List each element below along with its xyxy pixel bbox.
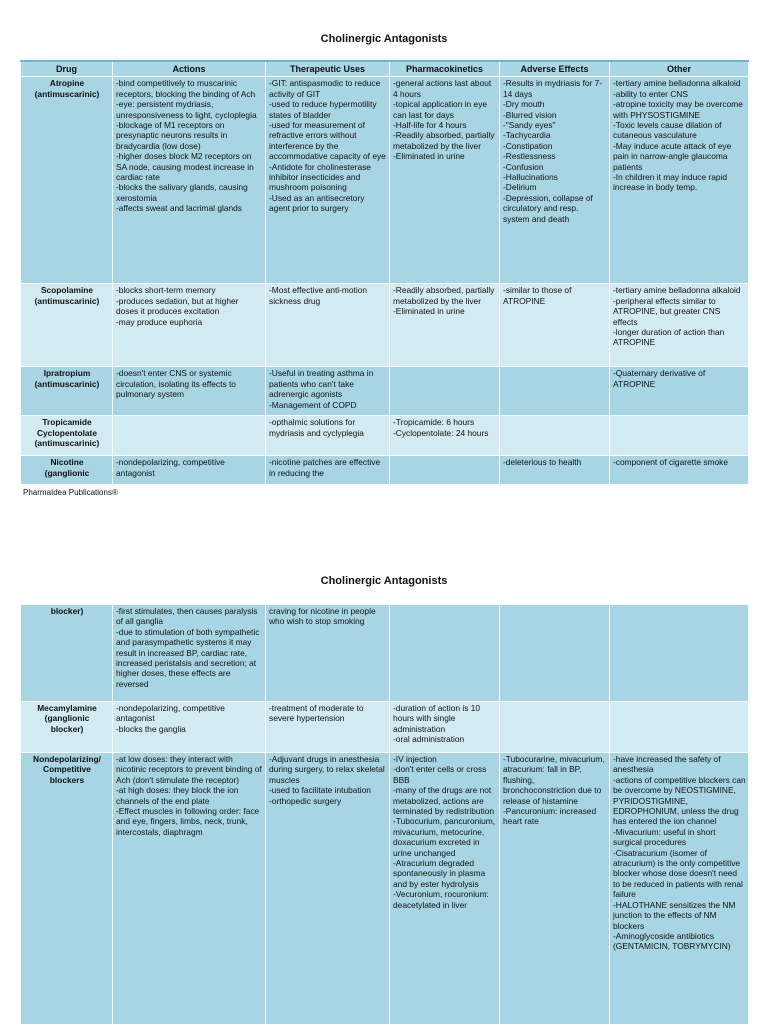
therapeutic-uses-cell bbox=[266, 456, 390, 485]
cell-text-line: -atropine toxicity may be overcome with PHYSOSTIGMINE bbox=[613, 99, 743, 120]
cell-text-line: -"Sandy eyes" bbox=[503, 120, 556, 131]
cell-text-line: -Results in mydriasis for 7-14 days bbox=[503, 78, 603, 99]
drug-name-cell bbox=[21, 456, 113, 485]
header-pharmacokinetics: Pharmacokinetics bbox=[390, 61, 500, 77]
table-row bbox=[21, 753, 749, 1025]
actions-cell bbox=[113, 367, 266, 416]
cell-text-line: -blocks short-term memory bbox=[116, 285, 216, 296]
cell-text-line: -similar to those of ATROPINE bbox=[503, 285, 572, 306]
cell-text-line: -Half-life for 4 hours bbox=[393, 120, 467, 131]
pharmacokinetics-cell bbox=[390, 367, 500, 416]
cell-text-line: -Delirium bbox=[503, 182, 537, 193]
cell-text-line: blockers bbox=[49, 774, 85, 785]
cell-text-line: -oral administration bbox=[393, 734, 465, 745]
cell-text-line: -general actions last about 4 hours bbox=[393, 78, 492, 99]
cell-text-line: -Used as an antisecretory agent prior to surgery bbox=[269, 192, 365, 214]
other-cell bbox=[610, 416, 749, 456]
cell-text-line: Nicotine bbox=[50, 457, 84, 468]
cell-text-line: -orthopedic surgery bbox=[269, 795, 342, 806]
table-row bbox=[21, 77, 749, 284]
cell-text-line: -many of the drugs are not metabolized, actions are terminated by redistribution bbox=[393, 785, 495, 817]
drug-name-cell bbox=[21, 753, 113, 1025]
adverse-effects-cell bbox=[500, 605, 610, 702]
cell-text-line: -nicotine patches are effective in reducing the bbox=[269, 457, 381, 478]
cell-text-line: (antimuscarinic) bbox=[34, 295, 100, 306]
cell-text-line: -Constipation bbox=[503, 140, 553, 151]
cell-text-line: -have increased the safety of anesthesia bbox=[613, 754, 721, 775]
cell-text-line: -Cyclopentolate: 24 hours bbox=[393, 427, 489, 438]
cell-text-line: -blocks the ganglia bbox=[116, 723, 186, 734]
table-row bbox=[21, 367, 749, 416]
cell-text-line: -duration of action is 10 hours with single administration bbox=[393, 703, 481, 734]
pharmacokinetics-cell bbox=[390, 416, 500, 456]
table-row bbox=[21, 702, 749, 753]
cell-text-line: -nondepolarizing, competitive antagonist bbox=[116, 703, 225, 724]
other-cell bbox=[610, 753, 749, 1025]
header-therapeutic-uses: Therapeutic Uses bbox=[266, 61, 390, 77]
cell-text-line: -Depression, collapse of circulatory and resp. system and death bbox=[503, 192, 593, 224]
header-adverse-effects: Adverse Effects bbox=[500, 61, 610, 77]
other-cell bbox=[610, 456, 749, 485]
cell-text-line: -longer duration of action than ATROPINE bbox=[613, 327, 725, 348]
actions-cell bbox=[113, 605, 266, 702]
table-row bbox=[21, 605, 749, 702]
cell-text-line: -may produce euphoria bbox=[116, 316, 203, 327]
cell-text-line: -at low doses: they interact with nicotinic receptors to prevent binding of Ach (don't stimulate the receptor) bbox=[116, 754, 262, 785]
cell-text-line: blocker) bbox=[50, 723, 84, 734]
cell-text-line: -GIT: antispasmodic to reduce activity of GIT bbox=[269, 78, 381, 99]
drug-name-cell bbox=[21, 284, 113, 367]
cell-text-line: -peripheral effects similar to ATROPINE, but greater CNS effects bbox=[613, 295, 721, 327]
table-header-row bbox=[21, 61, 749, 77]
cell-text-line: -Pancuronium: increased heart rate bbox=[503, 806, 597, 827]
cell-text-line: -Toxic levels cause dilation of cutaneous vasculature bbox=[613, 120, 722, 141]
header-drug: Drug bbox=[21, 61, 113, 77]
header-other: Other bbox=[610, 61, 749, 77]
cell-text-line: -Blurred vision bbox=[503, 109, 557, 120]
cell-text-line: -Aminoglycoside antibiotics (GENTAMICIN, TOBRYMYCIN) bbox=[613, 930, 731, 952]
table-row bbox=[21, 456, 749, 485]
cell-text-line: -In children it may induce rapid increase in body temp. bbox=[613, 172, 728, 193]
pharmacokinetics-cell bbox=[390, 702, 500, 753]
cell-text-line: -topical application in eye can last for days bbox=[393, 99, 488, 120]
cell-text-line: -Management of COPD bbox=[269, 399, 357, 410]
cell-text-line: -Useful in treating asthma in patients who can't take adrenergic agonists bbox=[269, 368, 374, 400]
therapeutic-uses-cell bbox=[266, 753, 390, 1025]
therapeutic-uses-cell bbox=[266, 284, 390, 367]
cell-text-line: (antimuscarinic) bbox=[34, 378, 100, 389]
cell-text-line: (ganglionic bbox=[44, 467, 90, 478]
cell-text-line: -used for measurement of refractive errors without interference by the accommodative capacity of eye bbox=[269, 120, 386, 162]
actions-cell bbox=[113, 77, 266, 284]
therapeutic-uses-cell bbox=[266, 605, 390, 702]
cell-text-line: -Tropicamide: 6 hours bbox=[393, 417, 475, 428]
cell-text-line: -eye: persistent mydriasis, unresponsiveness to light, cycloplegia bbox=[116, 99, 257, 120]
cell-text-line: -at high doses: they block the ion channels of the end plate bbox=[116, 785, 239, 806]
actions-cell bbox=[113, 284, 266, 367]
adverse-effects-cell bbox=[500, 702, 610, 753]
cell-text-line: Ipratropium bbox=[43, 368, 91, 379]
cell-text-line: -tertiary amine belladonna alkaloid bbox=[613, 78, 741, 89]
cell-text-line: -don't enter cells or cross BBB bbox=[393, 764, 487, 785]
other-cell bbox=[610, 284, 749, 367]
cell-text-line: -HALOTHANE sensitizes the NM junction to the effects of NM blockers bbox=[613, 899, 736, 931]
adverse-effects-cell bbox=[500, 416, 610, 456]
cell-text-line: Cyclopentolate bbox=[36, 427, 98, 438]
cell-text-line: -Cisatracurium (isomer of atracurium) is the only competitive blocker whose dose doesn't need to be reduced in patients with renal failure bbox=[613, 847, 743, 900]
cell-text-line: -Eliminated in urine bbox=[393, 151, 465, 162]
actions-cell bbox=[113, 753, 266, 1025]
drug-table-page1 bbox=[20, 60, 749, 485]
cell-text-line: -Hallucinations bbox=[503, 172, 558, 183]
cell-text-line: -Atracurium degraded spontaneously in plasma and by ester hydrolysis bbox=[393, 858, 486, 889]
cell-text-line: -due to stimulation of both sympathetic and parasympathetic systems it may result in increased BP, cardiac rate, increased peristalsis and secretion; at higher doses, these effects are reversed bbox=[116, 626, 260, 689]
cell-text-line: -tertiary amine belladonna alkaloid bbox=[613, 285, 741, 296]
other-cell bbox=[610, 367, 749, 416]
adverse-effects-cell bbox=[500, 77, 610, 284]
cell-text-line: -Confusion bbox=[503, 161, 544, 172]
cell-text-line: -bind competitively to muscarinic receptors, blocking the binding of Ach bbox=[116, 78, 256, 99]
cell-text-line: -nondepolarizing, competitive antagonist bbox=[116, 457, 225, 478]
cell-text-line: Mecamylamine bbox=[37, 703, 97, 713]
cell-text-line: -Tubocurarine, mivacurium, atracurium: fall in BP, flushing, bronchoconstriction due to release of histamine bbox=[503, 754, 605, 806]
cell-text-line: -Vecuronium, rocuronium: deacetylated in liver bbox=[393, 889, 489, 910]
other-cell bbox=[610, 702, 749, 753]
pharmacokinetics-cell bbox=[390, 753, 500, 1025]
header-actions: Actions bbox=[113, 61, 266, 77]
cell-text-line: -Antidote for cholinesterase inhibitor insecticides and mushroom poisoning bbox=[269, 161, 371, 193]
cell-text-line: -Readily absorbed, partially metabolized by the liver bbox=[393, 285, 495, 306]
cell-text-line: Tropicamide bbox=[42, 417, 92, 428]
actions-cell bbox=[113, 702, 266, 753]
page-title: Cholinergic Antagonists bbox=[320, 33, 448, 45]
cell-text-line: (antimuscarinic) bbox=[34, 88, 100, 99]
cell-text-line: -blockage of M1 receptors on presynaptic neurons results in bradycardia (low dose) bbox=[116, 120, 228, 151]
drug-name-cell bbox=[21, 367, 113, 416]
publisher-footer: PharmaIdea Publications® bbox=[23, 488, 118, 497]
cell-text-line: -affects sweat and lacrimal glands bbox=[116, 203, 242, 214]
cell-text-line: -Dry mouth bbox=[503, 99, 545, 110]
adverse-effects-cell bbox=[500, 284, 610, 367]
drug-table-page2 bbox=[20, 604, 749, 1025]
other-cell bbox=[610, 605, 749, 702]
pharmacokinetics-cell bbox=[390, 605, 500, 702]
cell-text-line: -used to facilitate intubation bbox=[269, 785, 371, 796]
page-title-2: Cholinergic Antagonists bbox=[320, 575, 448, 587]
cell-text-line: -produces sedation, but at higher doses it produces excitation bbox=[116, 295, 239, 317]
cell-text-line: -IV injection bbox=[393, 754, 437, 764]
cell-text-line: (ganglionic bbox=[44, 713, 90, 724]
drug-name-cell bbox=[21, 416, 113, 456]
cell-text-line: -May induce acute attack of eye pain in narrow-angle glaucoma patients bbox=[613, 140, 732, 172]
therapeutic-uses-cell bbox=[266, 416, 390, 456]
cell-text-line: Scopolamine bbox=[40, 285, 94, 296]
cell-text-line: -Most effective anti-motion sickness drug bbox=[269, 285, 368, 306]
cell-text-line: -Adjuvant drugs in anesthesia during surgery, to relax skeletal muscles bbox=[269, 754, 385, 785]
cell-text-line: Nondepolarizing/ bbox=[33, 754, 101, 764]
pharmacokinetics-cell bbox=[390, 456, 500, 485]
table-row bbox=[21, 284, 749, 367]
cell-text-line: -first stimulates, then causes paralysis of all ganglia bbox=[116, 606, 258, 627]
cell-text-line: -Tachycardia bbox=[503, 130, 551, 141]
cell-text-line: -deleterious to health bbox=[503, 457, 582, 468]
adverse-effects-cell bbox=[500, 456, 610, 485]
cell-text-line: -Tubocurium, pancuronium, mivacurium, metocurine, doxacurium excreted in urine unchanged bbox=[393, 816, 496, 858]
therapeutic-uses-cell bbox=[266, 367, 390, 416]
cell-text-line: -Eliminated in urine bbox=[393, 306, 465, 317]
cell-text-line: blocker) bbox=[50, 606, 84, 616]
drug-name-cell bbox=[21, 77, 113, 284]
cell-text-line: -Readily absorbed, partially metabolized by the liver bbox=[393, 130, 495, 151]
drug-name-cell bbox=[21, 702, 113, 753]
cell-text-line: craving for nicotine in people who wish to stop smoking bbox=[269, 606, 376, 627]
pharmacokinetics-cell bbox=[390, 284, 500, 367]
cell-text-line: -Effect muscles in following order: face and eye, fingers, limbs, neck, trunk, intercostals, diaphragm bbox=[116, 806, 260, 837]
cell-text-line: Atropine bbox=[49, 78, 85, 89]
cell-text-line: Competitive bbox=[43, 764, 91, 775]
adverse-effects-cell bbox=[500, 367, 610, 416]
cell-text-line: -Mivacurium: useful in short surgical procedures bbox=[613, 826, 716, 848]
cell-text-line: -doesn't enter CNS or systemic circulation, isolating its effects to pulmonary system bbox=[116, 368, 236, 400]
adverse-effects-cell bbox=[500, 753, 610, 1025]
drug-name-cell bbox=[21, 605, 113, 702]
cell-text-line: -treatment of moderate to severe hypertension bbox=[269, 703, 364, 724]
cell-text-line: (antimuscarinic) bbox=[34, 438, 100, 449]
cell-text-line: -used to reduce hypermotility states of bladder bbox=[269, 99, 377, 120]
other-cell bbox=[610, 77, 749, 284]
cell-text-line: -Quaternary derivative of ATROPINE bbox=[613, 368, 706, 389]
actions-cell bbox=[113, 416, 266, 456]
pharmacokinetics-cell bbox=[390, 77, 500, 284]
therapeutic-uses-cell bbox=[266, 77, 390, 284]
therapeutic-uses-cell bbox=[266, 702, 390, 753]
cell-text-line: -component of cigarette smoke bbox=[613, 457, 728, 468]
cell-text-line: -higher doses block M2 receptors on SA node, causing modest increase in cardiac rate bbox=[116, 151, 254, 183]
table-row bbox=[21, 416, 749, 456]
actions-cell bbox=[113, 456, 266, 485]
cell-text-line: -actions of competitive blockers can be overcome by NEOSTIGMINE, PYRIDOSTIGMINE, EDROPHONIUM, unless the drug has entered the ion channel bbox=[613, 774, 746, 827]
cell-text-line: -blocks the salivary glands, causing xerostomia bbox=[116, 182, 248, 203]
cell-text-line: -opthalmic solutions for mydriasis and cyclyplegia bbox=[269, 417, 364, 438]
cell-text-line: -Restlessness bbox=[503, 151, 556, 162]
cell-text-line: -ability to enter CNS bbox=[613, 88, 688, 99]
